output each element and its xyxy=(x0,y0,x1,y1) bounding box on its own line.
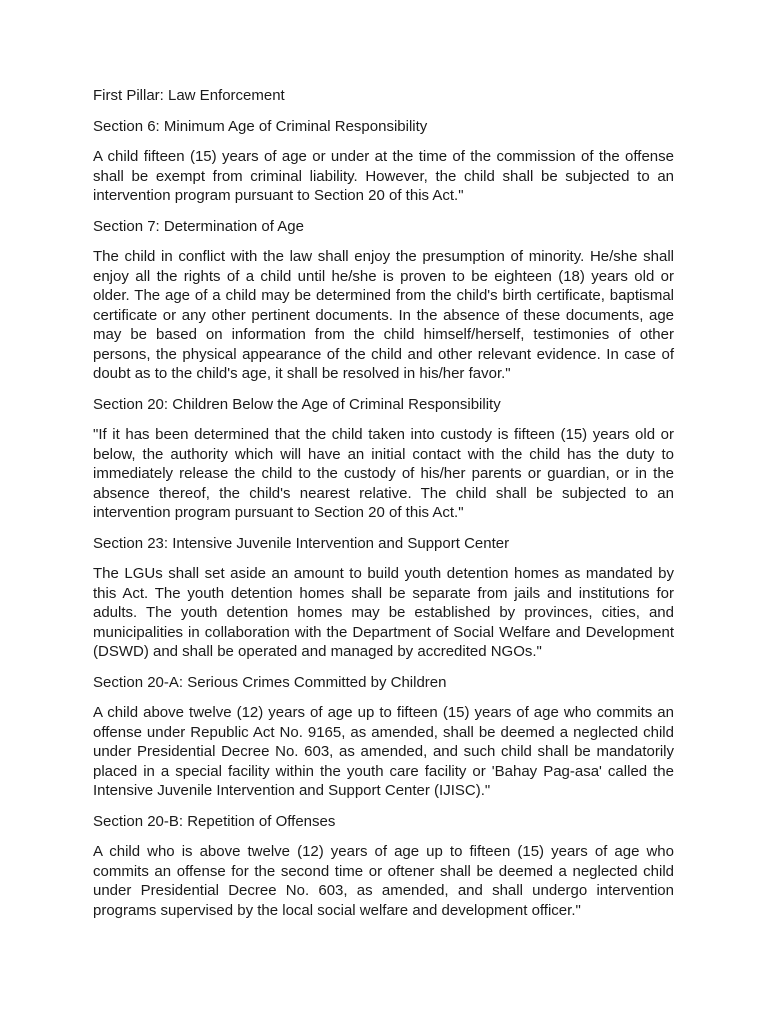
section-body: The LGUs shall set aside an amount to build youth detention homes as mandated by this Act. The youth detention homes shall be separate from jails and institutions for adults. The youth detention homes may be established by provinces, cities, and municipalities in collaboration with the Department of Social Welfare and Development (DSWD) and shall be operated and managed by accredited NGOs." xyxy=(93,565,674,660)
section-heading: Section 20-B: Repetition of Offenses xyxy=(93,812,336,830)
section-heading: Section 20: Children Below the Age of Criminal Responsibility xyxy=(93,395,501,413)
section-body: "If it has been determined that the child taken into custody is fifteen (15) years old or below, the authority which will have an initial contact with the child has the duty to immediately release the child to the custody of his/her parents or guardian, or in the absence thereof, the child's nearest relative. The child shall be subjected to an intervention program pursuant to Section 20 of this Act." xyxy=(93,426,674,521)
document-title: First Pillar: Law Enforcement xyxy=(93,87,285,104)
section-body: A child above twelve (12) years of age up to fifteen (15) years of age who commits an offense under Republic Act No. 9165, as amended, shall be deemed a neglected child under Presidential Decree No. 603, as amended, and such child shall be mandatorily placed in a special facility within the youth care facility or 'Bahay Pag-asa' called the Intensive Juvenile Intervention and Support Center (IJISC)." xyxy=(93,704,674,799)
section-body: A child who is above twelve (12) years of age up to fifteen (15) years of age who commits an offense for the second time or oftener shall be deemed a neglected child under Presidential Decree No. 603, as amended, and shall undergo intervention programs supervised by the local social welfare and development officer." xyxy=(93,843,674,919)
section-heading: Section 20-A: Serious Crimes Committed by Children xyxy=(93,673,447,691)
section-heading: Section 6: Minimum Age of Criminal Responsibility xyxy=(93,117,428,135)
section-heading: Section 23: Intensive Juvenile Intervention and Support Center xyxy=(93,534,510,552)
section-heading: Section 7: Determination of Age xyxy=(93,217,304,235)
document-content xyxy=(93,86,674,931)
section-body: A child fifteen (15) years of age or under at the time of the commission of the offense shall be exempt from criminal liability. However, the child shall be subjected to an intervention program pursuant to Section 20 of this Act." xyxy=(93,148,674,204)
section-body: The child in conflict with the law shall enjoy the presumption of minority. He/she shall enjoy all the rights of a child until he/she is proven to be eighteen (18) years old or older. The age of a child may be determined from the child's birth certificate, baptismal certificate or any other pertinent documents. In the absence of these documents, age may be based on information from the child himself/herself, testimonies of other persons, the physical appearance of the child and other relevant evidence. In case of doubt as to the child's age, it shall be resolved in his/her favor." xyxy=(93,248,674,382)
